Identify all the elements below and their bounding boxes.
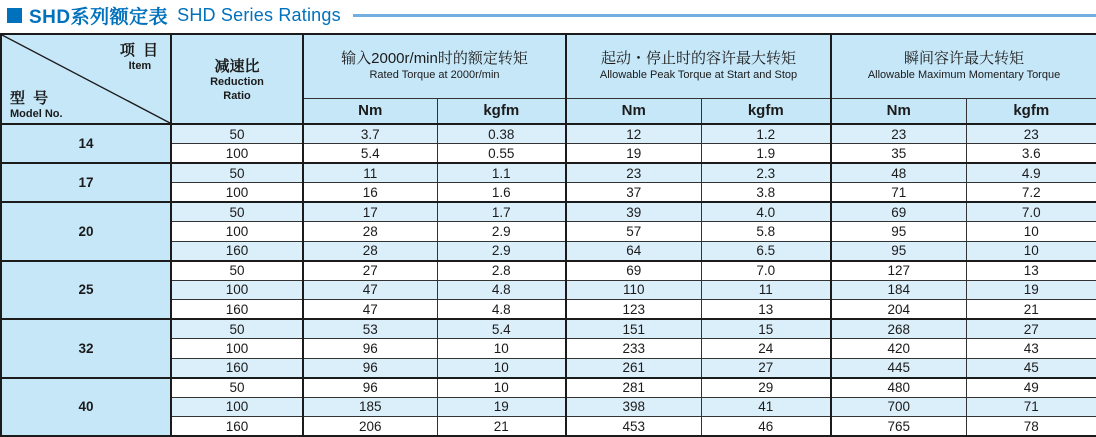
torque-value-cell: 10: [437, 358, 566, 378]
reduction-ratio-cell: 160: [171, 358, 303, 378]
torque-value-cell: 27: [701, 358, 831, 378]
reduction-ratio-cell: 100: [171, 397, 303, 417]
torque-value-cell: 13: [966, 261, 1096, 281]
torque-value-cell: 96: [303, 358, 437, 378]
torque-value-cell: 35: [831, 144, 966, 164]
torque-value-cell: 27: [966, 319, 1096, 339]
reduction-ratio-cell: 50: [171, 124, 303, 144]
unit-header-kgfm-1: kgfm: [437, 98, 566, 124]
torque-value-cell: 19: [966, 280, 1096, 300]
torque-value-cell: 53: [303, 319, 437, 339]
torque-value-cell: 10: [437, 339, 566, 359]
torque-value-cell: 12: [566, 124, 701, 144]
torque-value-cell: 453: [566, 417, 701, 437]
torque-value-cell: 1.7: [437, 202, 566, 222]
torque-value-cell: 3.8: [701, 183, 831, 203]
unit-header-kgfm-3: kgfm: [966, 98, 1096, 124]
corner-header-cell: [1, 34, 171, 124]
torque-value-cell: 23: [966, 124, 1096, 144]
torque-value-cell: 71: [966, 397, 1096, 417]
torque-value-cell: 21: [966, 300, 1096, 320]
section-title-chinese: SHD系列额定表: [29, 7, 169, 28]
table-row: [1, 124, 1096, 144]
torque-value-cell: 24: [701, 339, 831, 359]
reduction-ratio-cell: 50: [171, 378, 303, 398]
torque-value-cell: 46: [701, 417, 831, 437]
model-number-cell: 32: [1, 319, 171, 378]
torque-value-cell: 4.8: [437, 300, 566, 320]
torque-value-cell: 281: [566, 378, 701, 398]
title-horizontal-rule: [353, 14, 1096, 17]
torque-value-cell: 480: [831, 378, 966, 398]
table-body: [1, 124, 1096, 436]
section-bullet-square-icon: [7, 8, 22, 23]
torque-value-cell: 184: [831, 280, 966, 300]
torque-value-cell: 261: [566, 358, 701, 378]
torque-value-cell: 96: [303, 378, 437, 398]
torque-value-cell: 4.8: [437, 280, 566, 300]
torque-value-cell: 41: [701, 397, 831, 417]
unit-header-nm-3: Nm: [831, 98, 966, 124]
reduction-ratio-header: 减速比 Reduction Ratio: [171, 34, 303, 124]
torque-value-cell: 96: [303, 339, 437, 359]
torque-value-cell: 445: [831, 358, 966, 378]
torque-value-cell: 268: [831, 319, 966, 339]
torque-value-cell: 69: [831, 202, 966, 222]
torque-value-cell: 17: [303, 202, 437, 222]
torque-value-cell: 95: [831, 241, 966, 261]
torque-value-cell: 1.2: [701, 124, 831, 144]
torque-value-cell: 7.0: [701, 261, 831, 281]
reduction-ratio-cell: 160: [171, 417, 303, 437]
table-row: [1, 261, 1096, 281]
torque-value-cell: 0.55: [437, 144, 566, 164]
torque-value-cell: 39: [566, 202, 701, 222]
peak-torque-group-header: 起动・停止时的容许最大转矩 Allowable Peak Torque at Start and Stop: [566, 34, 831, 98]
torque-value-cell: 49: [966, 378, 1096, 398]
torque-value-cell: 6.5: [701, 241, 831, 261]
torque-value-cell: 110: [566, 280, 701, 300]
torque-value-cell: 185: [303, 397, 437, 417]
torque-value-cell: 21: [437, 417, 566, 437]
corner-model-label: 型 号 Model No.: [10, 90, 63, 120]
torque-value-cell: 10: [437, 378, 566, 398]
torque-value-cell: 27: [303, 261, 437, 281]
reduction-ratio-cell: 100: [171, 222, 303, 242]
table-row: [1, 378, 1096, 398]
model-number-cell: 17: [1, 163, 171, 202]
momentary-torque-group-header: 瞬间容许最大转矩 Allowable Maximum Momentary Torque: [831, 34, 1096, 98]
torque-value-cell: 47: [303, 300, 437, 320]
torque-value-cell: 700: [831, 397, 966, 417]
torque-value-cell: 45: [966, 358, 1096, 378]
torque-value-cell: 11: [701, 280, 831, 300]
reduction-ratio-cell: 160: [171, 241, 303, 261]
table-row: [1, 319, 1096, 339]
unit-header-kgfm-2: kgfm: [701, 98, 831, 124]
torque-value-cell: 4.0: [701, 202, 831, 222]
section-title-bar: [0, 0, 1096, 33]
section-title-english: SHD Series Ratings: [177, 5, 341, 25]
model-number-cell: 25: [1, 261, 171, 320]
reduction-ratio-cell: 50: [171, 261, 303, 281]
torque-value-cell: 4.9: [966, 163, 1096, 183]
model-number-cell: 40: [1, 378, 171, 437]
torque-value-cell: 19: [566, 144, 701, 164]
torque-value-cell: 0.38: [437, 124, 566, 144]
unit-header-nm-1: Nm: [303, 98, 437, 124]
torque-value-cell: 206: [303, 417, 437, 437]
torque-value-cell: 123: [566, 300, 701, 320]
torque-value-cell: 127: [831, 261, 966, 281]
torque-value-cell: 1.1: [437, 163, 566, 183]
torque-value-cell: 78: [966, 417, 1096, 437]
corner-item-label: 项 目 Item: [119, 42, 160, 72]
torque-value-cell: 5.4: [303, 144, 437, 164]
torque-value-cell: 151: [566, 319, 701, 339]
torque-value-cell: 71: [831, 183, 966, 203]
shd-ratings-table: [0, 33, 1096, 437]
torque-value-cell: 48: [831, 163, 966, 183]
torque-value-cell: 69: [566, 261, 701, 281]
torque-value-cell: 57: [566, 222, 701, 242]
torque-value-cell: 233: [566, 339, 701, 359]
torque-value-cell: 5.8: [701, 222, 831, 242]
torque-value-cell: 3.6: [966, 144, 1096, 164]
torque-value-cell: 10: [966, 222, 1096, 242]
torque-value-cell: 420: [831, 339, 966, 359]
torque-value-cell: 16: [303, 183, 437, 203]
torque-value-cell: 13: [701, 300, 831, 320]
reduction-ratio-cell: 50: [171, 202, 303, 222]
torque-value-cell: 1.6: [437, 183, 566, 203]
reduction-ratio-cell: 100: [171, 144, 303, 164]
torque-value-cell: 95: [831, 222, 966, 242]
torque-value-cell: 28: [303, 241, 437, 261]
reduction-ratio-cell: 160: [171, 300, 303, 320]
rated-torque-group-header: 输入2000r/min时的额定转矩 Rated Torque at 2000r/min: [303, 34, 566, 98]
torque-value-cell: 11: [303, 163, 437, 183]
torque-value-cell: 1.9: [701, 144, 831, 164]
torque-value-cell: 37: [566, 183, 701, 203]
torque-value-cell: 204: [831, 300, 966, 320]
torque-value-cell: 765: [831, 417, 966, 437]
reduction-ratio-cell: 100: [171, 339, 303, 359]
model-number-cell: 20: [1, 202, 171, 261]
reduction-ratio-cell: 100: [171, 183, 303, 203]
model-number-cell: 14: [1, 124, 171, 163]
torque-value-cell: 5.4: [437, 319, 566, 339]
torque-value-cell: 28: [303, 222, 437, 242]
torque-value-cell: 15: [701, 319, 831, 339]
torque-value-cell: 2.9: [437, 241, 566, 261]
torque-value-cell: 2.3: [701, 163, 831, 183]
torque-value-cell: 398: [566, 397, 701, 417]
torque-value-cell: 19: [437, 397, 566, 417]
torque-value-cell: 23: [831, 124, 966, 144]
reduction-ratio-cell: 100: [171, 280, 303, 300]
reduction-ratio-cell: 50: [171, 163, 303, 183]
unit-header-nm-2: Nm: [566, 98, 701, 124]
torque-value-cell: 47: [303, 280, 437, 300]
torque-value-cell: 29: [701, 378, 831, 398]
torque-value-cell: 23: [566, 163, 701, 183]
torque-value-cell: 2.9: [437, 222, 566, 242]
torque-value-cell: 7.0: [966, 202, 1096, 222]
torque-value-cell: 10: [966, 241, 1096, 261]
table-row: [1, 163, 1096, 183]
torque-value-cell: 2.8: [437, 261, 566, 281]
torque-value-cell: 43: [966, 339, 1096, 359]
reduction-ratio-cell: 50: [171, 319, 303, 339]
torque-value-cell: 64: [566, 241, 701, 261]
torque-value-cell: 3.7: [303, 124, 437, 144]
table-row: [1, 202, 1096, 222]
torque-value-cell: 7.2: [966, 183, 1096, 203]
